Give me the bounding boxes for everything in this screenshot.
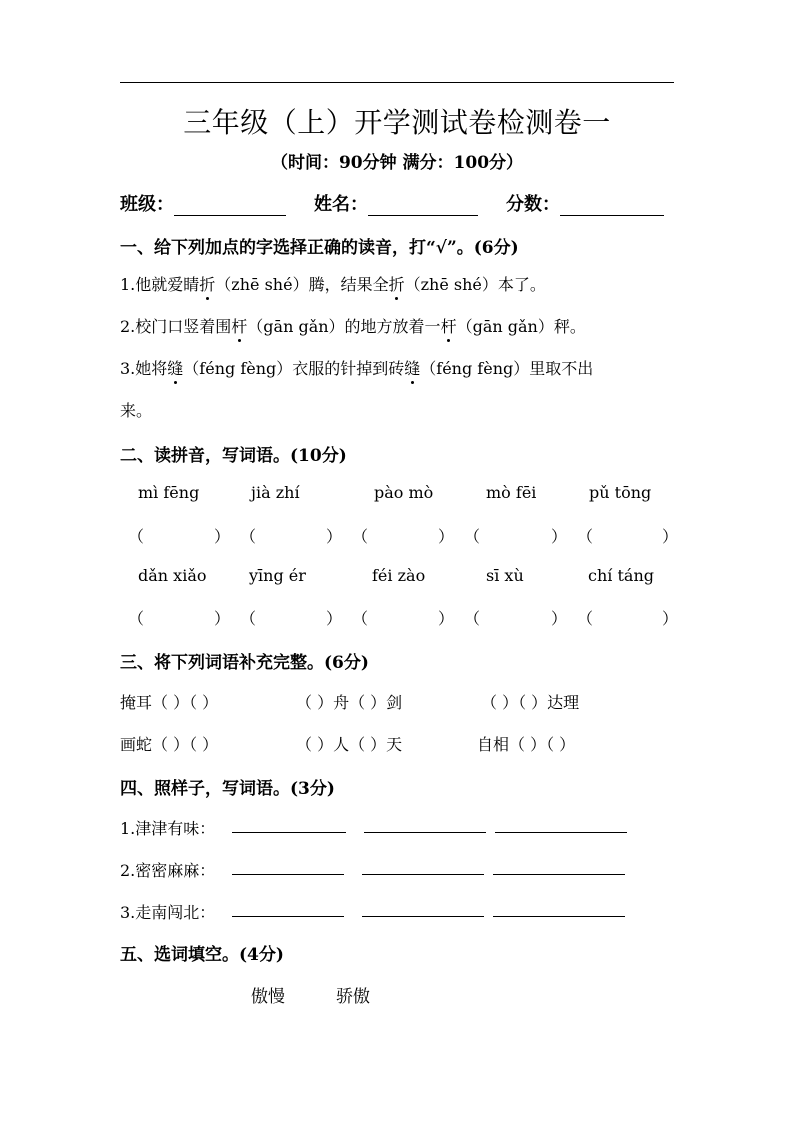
idiom-item[interactable]: 画蛇（ ）（ ） bbox=[120, 735, 219, 754]
class-field bbox=[120, 190, 286, 216]
name-blank[interactable] bbox=[368, 195, 478, 216]
pinyin-item: yīng ér bbox=[249, 566, 306, 585]
answer-box-open[interactable]: （ bbox=[352, 527, 369, 546]
answer-box-open[interactable]: （ bbox=[352, 609, 369, 628]
score-label: 分数： bbox=[506, 194, 560, 215]
example-item: 3.走南闯北： bbox=[120, 903, 216, 922]
example-item: 1.津津有味： bbox=[120, 819, 216, 838]
answer-box-open[interactable]: （ bbox=[577, 609, 594, 628]
pinyin-item: féi zào bbox=[372, 566, 426, 585]
section1-question3-continued: 来。 bbox=[120, 401, 153, 420]
example-item: 2.密密麻麻： bbox=[120, 861, 216, 880]
pinyin-item: chí táng bbox=[588, 566, 654, 585]
idiom-item[interactable]: （ ）人（ ）天 bbox=[296, 735, 403, 754]
score-blank[interactable] bbox=[560, 195, 664, 216]
answer-box-close: ） bbox=[214, 527, 231, 546]
section3-heading: 三、将下列词语补充完整。(6分) bbox=[120, 653, 369, 673]
answer-box-open[interactable]: （ bbox=[240, 609, 257, 628]
dotted-char: 杆 bbox=[441, 314, 457, 337]
pinyin-item: pào mò bbox=[374, 483, 434, 502]
page-title: 三年级（上）开学测试卷检测卷一 bbox=[183, 106, 611, 139]
answer-box-close: ） bbox=[326, 527, 343, 546]
answer-box-close: ） bbox=[214, 609, 231, 628]
section2-heading: 二、读拼音，写词语。(10分) bbox=[120, 446, 347, 466]
pinyin-item: mì fēng bbox=[138, 483, 200, 502]
answer-box-open[interactable]: （ bbox=[577, 527, 594, 546]
word-choice: 傲慢 bbox=[251, 987, 285, 1007]
section1-question1: 1.他就爱睛折（zhē shé）腾，结果全折（zhē shé）本了。 bbox=[120, 272, 546, 295]
section4-heading: 四、照样子，写词语。(3分) bbox=[120, 779, 335, 799]
class-label: 班级： bbox=[120, 194, 174, 215]
answer-line[interactable] bbox=[495, 832, 627, 833]
answer-box-close: ） bbox=[438, 609, 455, 628]
answer-line[interactable] bbox=[232, 874, 344, 875]
dotted-char: 缝 bbox=[404, 356, 420, 379]
answer-line[interactable] bbox=[362, 874, 484, 875]
section1-heading: 一、给下列加点的字选择正确的读音，打“√”。(6分) bbox=[120, 238, 519, 258]
class-blank[interactable] bbox=[174, 195, 286, 216]
answer-box-open[interactable]: （ bbox=[128, 609, 145, 628]
dotted-char: 缝 bbox=[167, 356, 183, 379]
answer-line[interactable] bbox=[493, 916, 625, 917]
idiom-item[interactable]: （ ）（ ）达理 bbox=[481, 693, 580, 712]
answer-box-open[interactable]: （ bbox=[464, 609, 481, 628]
pinyin-item: pǔ tōng bbox=[589, 483, 652, 502]
pinyin-item: jià zhí bbox=[251, 483, 300, 502]
idiom-item[interactable]: （ ）舟（ ）剑 bbox=[296, 693, 403, 712]
answer-box-open[interactable]: （ bbox=[128, 527, 145, 546]
answer-box-close: ） bbox=[551, 527, 568, 546]
answer-line[interactable] bbox=[232, 916, 344, 917]
answer-line[interactable] bbox=[362, 916, 484, 917]
answer-box-close: ） bbox=[662, 527, 679, 546]
idiom-item[interactable]: 掩耳（ ）（ ） bbox=[120, 693, 219, 712]
score-field bbox=[506, 190, 664, 216]
top-rule bbox=[120, 82, 674, 83]
dotted-char: 杆 bbox=[231, 314, 247, 337]
dotted-char: 折 bbox=[199, 272, 215, 295]
pinyin-item: sī xù bbox=[486, 566, 524, 585]
page-subtitle: （时间：90分钟 满分：100分） bbox=[270, 153, 524, 173]
answer-box-open[interactable]: （ bbox=[240, 527, 257, 546]
section1-question2: 2.校门口竖着围杆（gān gǎn）的地方放着一杆（gān gǎn）秤。 bbox=[120, 314, 586, 337]
section5-heading: 五、选词填空。(4分) bbox=[120, 945, 284, 965]
dotted-char: 折 bbox=[389, 272, 405, 295]
answer-box-open[interactable]: （ bbox=[464, 527, 481, 546]
pinyin-item: dǎn xiǎo bbox=[138, 566, 207, 585]
answer-line[interactable] bbox=[364, 832, 486, 833]
answer-box-close: ） bbox=[326, 609, 343, 628]
answer-line[interactable] bbox=[232, 832, 346, 833]
pinyin-item: mò fēi bbox=[486, 483, 537, 502]
section1-question3: 3.她将缝（féng fèng）衣服的针掉到砖缝（féng fèng）里取不出 bbox=[120, 356, 593, 379]
word-choice: 骄傲 bbox=[336, 987, 370, 1007]
answer-box-close: ） bbox=[551, 609, 568, 628]
idiom-item[interactable]: 自相（ ）（ ） bbox=[477, 735, 576, 754]
name-label: 姓名： bbox=[314, 194, 368, 215]
name-field bbox=[314, 190, 478, 216]
answer-box-close: ） bbox=[438, 527, 455, 546]
answer-line[interactable] bbox=[493, 874, 625, 875]
answer-box-close: ） bbox=[662, 609, 679, 628]
